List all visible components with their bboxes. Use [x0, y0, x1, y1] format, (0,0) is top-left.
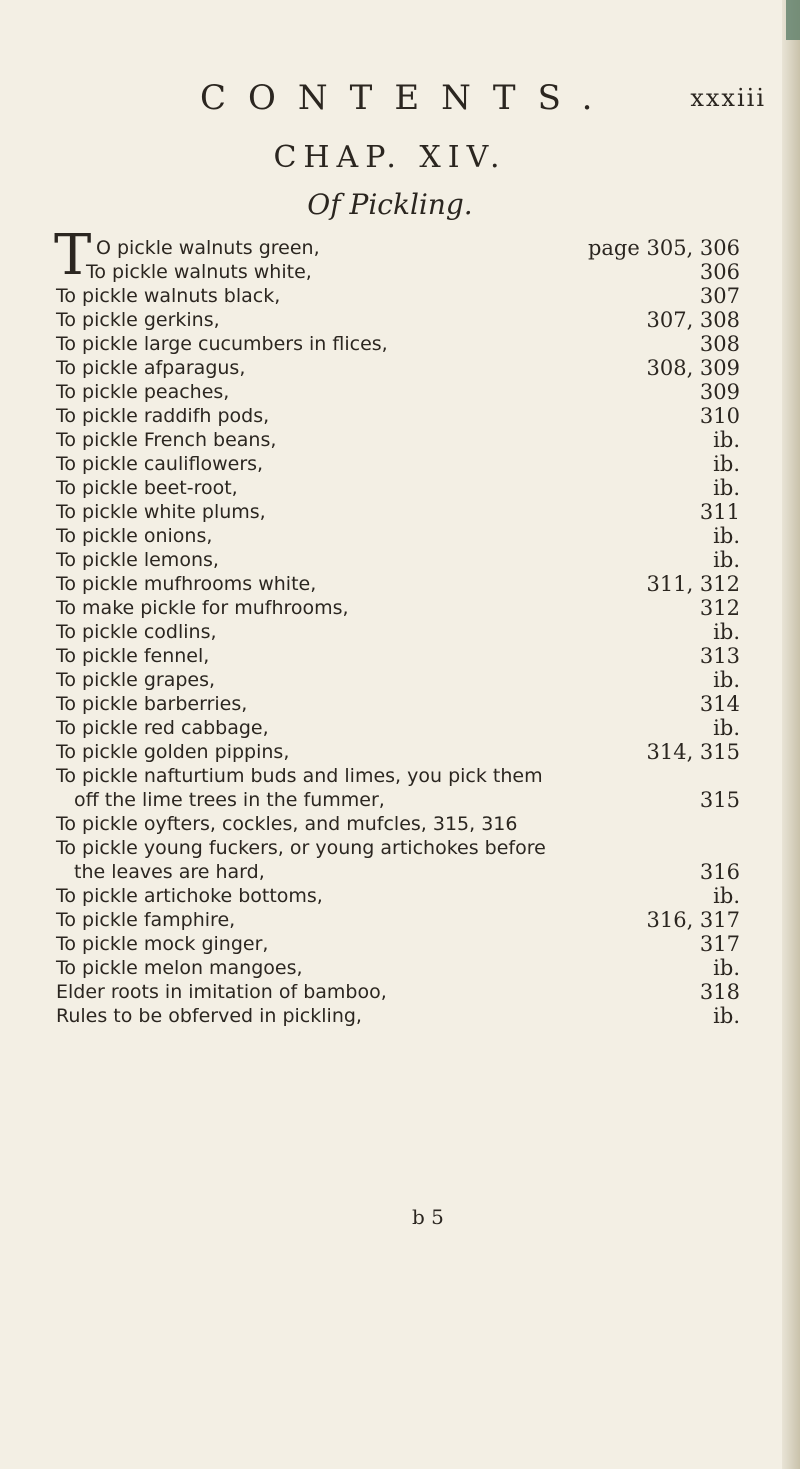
toc-entry-text: To pickle gerkins,	[56, 309, 220, 331]
toc-entry-page: 316, 317	[646, 908, 740, 932]
toc-entry-page: page 305, 306	[587, 236, 740, 260]
toc-entry-text: To pickle cauliflowers,	[56, 453, 264, 475]
chapter-title: CHAP. XIV.	[273, 140, 507, 175]
running-head: CONTENTS.	[200, 78, 615, 118]
toc-entry-page: 314, 315	[646, 740, 740, 764]
toc-entry-page: 311, 312	[646, 572, 740, 596]
toc-entry-page: ib.	[713, 668, 740, 692]
toc-entry-text: To make pickle for mufhrooms,	[56, 597, 349, 619]
toc-entry-text: To pickle barberries,	[56, 693, 248, 715]
toc-entry-page: ib.	[713, 452, 740, 476]
toc-entry-page: ib.	[713, 524, 740, 548]
toc-entry-page: ib.	[713, 476, 740, 500]
toc-entry-page: ib.	[713, 1004, 740, 1028]
toc-entry-text: To pickle white plums,	[56, 501, 266, 523]
toc-entry-text: off the lime trees in the fummer,	[74, 789, 385, 811]
toc-entry-page: 306	[699, 260, 740, 284]
toc-entry-page: 313	[699, 644, 740, 668]
toc-entry-text: To pickle grapes,	[56, 669, 216, 691]
toc-entry-page: 316	[699, 860, 740, 884]
toc-entry-page: 308, 309	[646, 356, 740, 380]
toc-entry-page: 307, 308	[646, 308, 740, 332]
toc-entry-text: To pickle walnuts black,	[56, 285, 281, 307]
toc-entry-text: To pickle artichoke bottoms,	[56, 885, 323, 907]
toc-entry-page: 318	[699, 980, 740, 1004]
toc-entry-page: 317	[699, 932, 740, 956]
toc-entry-text: To pickle red cabbage,	[56, 717, 269, 739]
toc-entry-page: ib.	[713, 548, 740, 572]
toc-entry-text: To pickle peaches,	[56, 381, 230, 403]
toc-entry-text: To pickle oyfters, cockles, and mufcles, 315, 316	[56, 813, 518, 835]
toc-entry-page: 310	[699, 404, 740, 428]
toc-entry-text: To pickle young fuckers, or young artichokes before	[56, 837, 546, 859]
toc-entry-page: ib.	[713, 428, 740, 452]
chapter-subtitle: Of Pickling.	[307, 188, 473, 221]
drop-cap: T	[54, 223, 92, 288]
toc-entry-text: To pickle afparagus,	[56, 357, 246, 379]
toc-entry-text: To pickle walnuts white,	[86, 261, 312, 283]
toc-entry-text: To pickle lemons,	[56, 549, 219, 571]
toc-entry-page: 312	[699, 596, 740, 620]
page-number: xxxiii	[690, 84, 766, 112]
toc-entry-page: ib.	[713, 884, 740, 908]
toc-entry-text: To pickle onions,	[56, 525, 213, 547]
toc-entry-page: 307	[699, 284, 740, 308]
toc-entry-text: To pickle beet-root,	[56, 477, 238, 499]
toc-entry-text: To pickle codlins,	[56, 621, 217, 643]
toc-entry-text: the leaves are hard,	[74, 861, 265, 883]
page-edge	[782, 0, 800, 1469]
toc-entry-page: 314	[699, 692, 740, 716]
toc-entry-text: To pickle fennel,	[56, 645, 210, 667]
toc-entry-page: 308	[699, 332, 740, 356]
toc-entry-page: 311	[699, 500, 740, 524]
toc-entry-page: 309	[699, 380, 740, 404]
toc-entry-text: To pickle golden pippins,	[56, 741, 290, 763]
signature-mark: b 5	[412, 1205, 444, 1229]
toc-entry-text: To pickle mufhrooms white,	[56, 573, 317, 595]
toc-entry-text: To pickle French beans,	[56, 429, 277, 451]
toc-entry-text: Elder roots in imitation of bamboo,	[56, 981, 387, 1003]
page-corner-mark	[786, 0, 800, 40]
toc-entry-page: 315	[699, 788, 740, 812]
toc-entry-text: To pickle raddifh pods,	[56, 405, 270, 427]
toc-entry-text: Rules to be obferved in pickling,	[56, 1005, 362, 1027]
toc-entry-page: ib.	[713, 620, 740, 644]
toc-entry-page: ib.	[713, 716, 740, 740]
toc-entry-page: ib.	[713, 956, 740, 980]
toc-entry-text: To pickle nafturtium buds and limes, you pick them	[56, 765, 543, 787]
toc-entry-text: To pickle melon mangoes,	[56, 957, 303, 979]
toc-entry-text: To pickle mock ginger,	[56, 933, 269, 955]
toc-entry-text: O pickle walnuts green,	[96, 237, 320, 259]
toc-entry-text: To pickle famphire,	[56, 909, 236, 931]
toc-entry-text: To pickle large cucumbers in flices,	[56, 333, 388, 355]
